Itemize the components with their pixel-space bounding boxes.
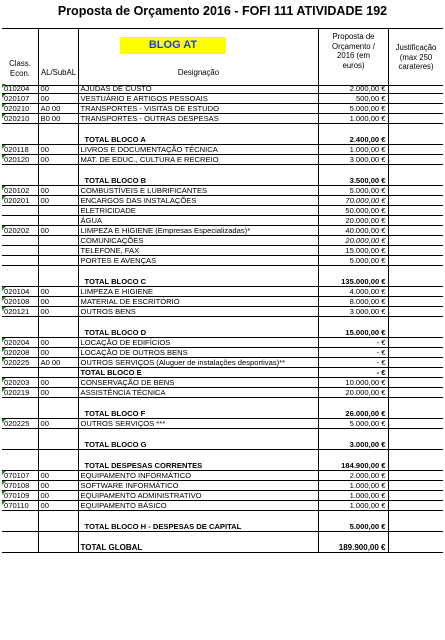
designation-cell[interactable]: ENCARGOS DAS INSTALAÇÕES — [78, 196, 318, 206]
amount-cell[interactable]: 15.000,00 € — [318, 317, 388, 338]
al-cell[interactable]: 00 — [38, 226, 78, 236]
code-cell[interactable]: 070107 — [2, 471, 38, 481]
designation-cell[interactable]: SOFTWARE INFORMÁTICO — [78, 481, 318, 491]
justification-cell[interactable] — [388, 297, 443, 307]
designation-cell[interactable]: TOTAL BLOCO G — [78, 429, 318, 450]
designation-cell[interactable]: TOTAL BLOCO A — [78, 124, 318, 145]
total-row — [2, 124, 443, 145]
al-cell[interactable]: 00 — [38, 186, 78, 196]
table-row — [2, 256, 443, 266]
amount-cell[interactable]: 5.000,00 € — [318, 104, 388, 114]
justification-cell[interactable] — [388, 216, 443, 226]
justification-cell[interactable] — [388, 256, 443, 266]
justification-cell[interactable] — [388, 84, 443, 94]
justification-cell[interactable] — [388, 236, 443, 246]
code-cell[interactable]: 020120 — [2, 155, 38, 165]
table-row — [2, 378, 443, 388]
code-cell[interactable] — [2, 256, 38, 266]
al-cell[interactable]: 00 — [38, 84, 78, 94]
al-cell[interactable] — [38, 165, 78, 186]
al-cell[interactable] — [38, 368, 78, 378]
amount-cell[interactable]: 3.000,00 € — [318, 155, 388, 165]
table-row — [2, 114, 443, 124]
code-cell[interactable]: 020201 — [2, 196, 38, 206]
table-row — [2, 419, 443, 429]
code-cell[interactable]: 020203 — [2, 378, 38, 388]
code-cell[interactable] — [2, 511, 38, 532]
designation-cell[interactable]: TOTAL GLOBAL — [78, 532, 318, 553]
code-cell[interactable]: 020219 — [2, 388, 38, 398]
amount-cell[interactable]: 5.000,00 € — [318, 186, 388, 196]
amount-cell[interactable]: 50.000,00 € — [318, 206, 388, 216]
designation-cell[interactable]: EQUIPAMENTO INFORMÁTICO — [78, 471, 318, 481]
header-justificacao: Justificação (max 250 carateres) — [395, 43, 437, 71]
amount-cell[interactable]: 5.000,00 € — [318, 419, 388, 429]
table-row — [2, 206, 443, 216]
designation-cell[interactable]: ÁGUA — [78, 216, 318, 226]
designation-cell[interactable]: TOTAL BLOCO F — [78, 398, 318, 419]
justification-cell[interactable] — [388, 388, 443, 398]
justification-cell[interactable] — [388, 206, 443, 216]
al-cell[interactable]: A0 00 — [38, 358, 78, 368]
code-cell[interactable] — [2, 165, 38, 186]
amount-cell[interactable]: 1.000,00 € — [318, 114, 388, 124]
al-cell[interactable] — [38, 246, 78, 256]
table-row — [2, 186, 443, 196]
table-row — [2, 155, 443, 165]
amount-cell[interactable]: - € — [318, 348, 388, 358]
justification-cell[interactable] — [388, 186, 443, 196]
table-row — [2, 388, 443, 398]
designation-cell[interactable]: LOCAÇÃO DE EDIFÍCIOS — [78, 338, 318, 348]
justification-cell[interactable] — [388, 419, 443, 429]
code-cell[interactable]: 020121 — [2, 307, 38, 317]
amount-cell[interactable]: 2.000,00 € — [318, 471, 388, 481]
justification-cell[interactable] — [388, 145, 443, 155]
al-cell[interactable]: 00 — [38, 378, 78, 388]
code-cell[interactable] — [2, 368, 38, 378]
designation-cell[interactable]: TOTAL BLOCO B — [78, 165, 318, 186]
al-cell[interactable]: 00 — [38, 145, 78, 155]
al-cell[interactable]: A0 00 — [38, 104, 78, 114]
al-cell[interactable]: 00 — [38, 94, 78, 104]
designation-cell[interactable]: CONSERVAÇÃO DE BENS — [78, 378, 318, 388]
amount-cell[interactable]: 20.000,00 € — [318, 236, 388, 246]
table-row — [2, 236, 443, 246]
justification-cell[interactable] — [388, 196, 443, 206]
al-cell[interactable]: 00 — [38, 491, 78, 501]
code-cell[interactable] — [2, 216, 38, 226]
header-class-econ: Class. Econ. — [9, 59, 31, 78]
justification-cell[interactable] — [388, 481, 443, 491]
budget-table — [2, 84, 443, 553]
al-cell[interactable]: 00 — [38, 307, 78, 317]
al-cell[interactable]: 00 — [38, 287, 78, 297]
code-cell[interactable]: 020210 — [2, 114, 38, 124]
justification-cell[interactable] — [388, 511, 443, 532]
amount-cell[interactable]: - € — [318, 338, 388, 348]
code-cell[interactable]: 020118 — [2, 145, 38, 155]
justification-cell[interactable] — [388, 378, 443, 388]
justification-cell[interactable] — [388, 114, 443, 124]
code-cell[interactable] — [2, 317, 38, 338]
amount-cell[interactable]: 500,00 € — [318, 94, 388, 104]
code-cell[interactable]: 020225 — [2, 419, 38, 429]
designation-cell[interactable]: TELEFONE, FAX — [78, 246, 318, 256]
al-cell[interactable]: 00 — [38, 419, 78, 429]
code-cell[interactable] — [2, 266, 38, 287]
designation-cell[interactable]: TRANSPORTES - OUTRAS DESPESAS — [78, 114, 318, 124]
justification-cell[interactable] — [388, 429, 443, 450]
grand-total-row — [2, 532, 443, 553]
amount-cell[interactable]: 189.900,00 € — [318, 532, 388, 553]
al-cell[interactable] — [38, 511, 78, 532]
justification-cell[interactable] — [388, 501, 443, 511]
justification-cell[interactable] — [388, 94, 443, 104]
amount-cell[interactable]: - € — [318, 368, 388, 378]
total-row — [2, 368, 443, 378]
justification-cell[interactable] — [388, 338, 443, 348]
code-cell[interactable]: 020104 — [2, 287, 38, 297]
amount-cell[interactable]: 40.000,00 € — [318, 226, 388, 236]
amount-cell[interactable]: 3.000,00 € — [318, 307, 388, 317]
al-cell[interactable] — [38, 450, 78, 471]
header-designacao: Designação — [177, 68, 220, 77]
justification-cell[interactable] — [388, 104, 443, 114]
header-proposta: Proposta de Orçamento / 2016 (em euros) — [332, 32, 375, 70]
amount-cell[interactable]: 3.000,00 € — [318, 429, 388, 450]
code-cell[interactable] — [2, 124, 38, 145]
code-cell[interactable] — [2, 450, 38, 471]
amount-cell[interactable]: 5.000,00 € — [318, 256, 388, 266]
code-cell[interactable] — [2, 429, 38, 450]
code-cell[interactable]: 020210 — [2, 104, 38, 114]
total-row — [2, 266, 443, 287]
al-cell[interactable] — [38, 429, 78, 450]
designation-cell[interactable]: TOTAL BLOCO E — [78, 368, 318, 378]
al-cell[interactable]: 00 — [38, 338, 78, 348]
code-cell[interactable]: 070108 — [2, 481, 38, 491]
justification-cell[interactable] — [388, 471, 443, 481]
justification-cell[interactable] — [388, 307, 443, 317]
designation-cell[interactable]: MATERIAL DE ESCRITÓRIO — [78, 297, 318, 307]
designation-cell[interactable]: ELETRICIDADE — [78, 206, 318, 216]
table-row — [2, 84, 443, 94]
code-cell[interactable]: 070109 — [2, 491, 38, 501]
code-cell[interactable] — [2, 206, 38, 216]
al-cell[interactable] — [38, 532, 78, 553]
total-row — [2, 511, 443, 532]
table-row — [2, 297, 443, 307]
al-cell[interactable]: 00 — [38, 471, 78, 481]
table-row — [2, 94, 443, 104]
designation-cell[interactable]: OUTROS BENS — [78, 307, 318, 317]
amount-cell[interactable]: 1.000,00 € — [318, 491, 388, 501]
al-cell[interactable] — [38, 236, 78, 246]
al-cell[interactable] — [38, 317, 78, 338]
table-row — [2, 196, 443, 206]
table-row — [2, 307, 443, 317]
designation-cell[interactable]: EQUIPAMENTO ADMINISTRATIVO — [78, 491, 318, 501]
amount-cell[interactable]: 26.000,00 € — [318, 398, 388, 419]
table-row — [2, 358, 443, 368]
table-row — [2, 491, 443, 501]
code-cell[interactable]: 020107 — [2, 94, 38, 104]
table-row — [2, 226, 443, 236]
code-cell[interactable]: 020202 — [2, 226, 38, 236]
amount-cell[interactable]: 1.000,00 € — [318, 145, 388, 155]
justification-cell[interactable] — [388, 124, 443, 145]
designation-cell[interactable]: EQUIPAMENTO BÁSICO — [78, 501, 318, 511]
amount-cell[interactable]: 10.000,00 € — [318, 378, 388, 388]
code-cell[interactable]: 020225 — [2, 358, 38, 368]
designation-cell[interactable]: MAT. DE EDUC., CULTURA E RECREIO — [78, 155, 318, 165]
justification-cell[interactable] — [388, 450, 443, 471]
amount-cell[interactable]: 70.000,00 € — [318, 196, 388, 206]
table-row — [2, 246, 443, 256]
designation-cell[interactable]: LIVROS E DOCUMENTAÇÃO TÉCNICA — [78, 145, 318, 155]
total-row — [2, 165, 443, 186]
justification-cell[interactable] — [388, 226, 443, 236]
justification-cell[interactable] — [388, 348, 443, 358]
code-cell[interactable]: 070110 — [2, 501, 38, 511]
blog-badge[interactable]: BLOG AT — [120, 37, 226, 54]
code-cell[interactable]: 020108 — [2, 297, 38, 307]
amount-cell[interactable]: 184.900,00 € — [318, 450, 388, 471]
table-row — [2, 471, 443, 481]
justification-cell[interactable] — [388, 317, 443, 338]
table-row — [2, 145, 443, 155]
code-cell[interactable] — [2, 398, 38, 419]
al-cell[interactable] — [38, 398, 78, 419]
justification-cell[interactable] — [388, 155, 443, 165]
code-cell[interactable]: 020204 — [2, 338, 38, 348]
header-al-subal: AL/SubAL — [40, 68, 77, 77]
al-cell[interactable] — [38, 266, 78, 287]
al-cell[interactable]: 00 — [38, 196, 78, 206]
table-row — [2, 348, 443, 358]
designation-cell[interactable]: AJUDAS DE CUSTO — [78, 84, 318, 94]
amount-cell[interactable]: 8.000,00 € — [318, 297, 388, 307]
justification-cell[interactable] — [388, 532, 443, 553]
amount-cell[interactable]: 2.400,00 € — [318, 124, 388, 145]
justification-cell[interactable] — [388, 398, 443, 419]
amount-cell[interactable]: 1.000,00 € — [318, 501, 388, 511]
designation-cell[interactable]: COMUNICAÇÕES — [78, 236, 318, 246]
designation-cell[interactable]: OUTROS SERVIÇOS (Aluguer de instalações desportivas)** — [78, 358, 318, 368]
designation-cell[interactable]: COMBUSTÍVEIS E LUBRIFICANTES — [78, 186, 318, 196]
designation-cell[interactable]: TOTAL DESPESAS CORRENTES — [78, 450, 318, 471]
amount-cell[interactable]: 2.000,00 € — [318, 84, 388, 94]
table-row — [2, 338, 443, 348]
code-cell[interactable]: 020102 — [2, 186, 38, 196]
total-row — [2, 429, 443, 450]
amount-cell[interactable]: 5.000,00 € — [318, 511, 388, 532]
justification-cell[interactable] — [388, 368, 443, 378]
designation-cell[interactable]: VESTUÁRIO E ARTIGOS PESSOAIS — [78, 94, 318, 104]
amount-cell[interactable]: 15.000,00 € — [318, 246, 388, 256]
al-cell[interactable] — [38, 206, 78, 216]
code-cell[interactable] — [2, 246, 38, 256]
al-cell[interactable] — [38, 256, 78, 266]
amount-cell[interactable]: - € — [318, 358, 388, 368]
code-cell[interactable] — [2, 532, 38, 553]
code-cell[interactable]: 020208 — [2, 348, 38, 358]
amount-cell[interactable]: 20.000,00 € — [318, 216, 388, 226]
table-row — [2, 501, 443, 511]
designation-cell[interactable]: ASSISTÊNCIA TÉCNICA — [78, 388, 318, 398]
justification-cell[interactable] — [388, 491, 443, 501]
amount-cell[interactable]: 1.000,00 € — [318, 481, 388, 491]
designation-cell[interactable]: LOCAÇÃO DE OUTROS BENS — [78, 348, 318, 358]
al-cell[interactable]: 00 — [38, 388, 78, 398]
table-header — [2, 28, 443, 86]
page-title: Proposta de Orçamento 2016 - FOFI 111 ATIVIDADE 192 — [57, 4, 388, 18]
amount-cell[interactable]: 3.500,00 € — [318, 165, 388, 186]
al-cell[interactable]: B0 00 — [38, 114, 78, 124]
table-row — [2, 287, 443, 297]
justification-cell[interactable] — [388, 358, 443, 368]
designation-cell[interactable]: TOTAL BLOCO D — [78, 317, 318, 338]
al-cell[interactable]: 00 — [38, 481, 78, 491]
designation-cell[interactable]: LIMPEZA E HIGIENE — [78, 287, 318, 297]
justification-cell[interactable] — [388, 165, 443, 186]
amount-cell[interactable]: 20.000,00 € — [318, 388, 388, 398]
code-cell[interactable] — [2, 236, 38, 246]
designation-cell[interactable]: TOTAL BLOCO C — [78, 266, 318, 287]
amount-cell[interactable]: 135.000,00 € — [318, 266, 388, 287]
al-cell[interactable]: 00 — [38, 501, 78, 511]
amount-cell[interactable]: 4.000,00 € — [318, 287, 388, 297]
justification-cell[interactable] — [388, 287, 443, 297]
justification-cell[interactable] — [388, 266, 443, 287]
table-row — [2, 216, 443, 226]
designation-cell[interactable]: PORTES E AVENÇAS — [78, 256, 318, 266]
table-row — [2, 104, 443, 114]
justification-cell[interactable] — [388, 246, 443, 256]
designation-cell[interactable]: TRANSPORTES - VISITAS DE ESTUDO — [78, 104, 318, 114]
designation-cell[interactable]: TOTAL BLOCO H - DESPESAS DE CAPITAL — [78, 511, 318, 532]
code-cell[interactable]: 010204 — [2, 84, 38, 94]
al-cell[interactable]: 00 — [38, 348, 78, 358]
total-row — [2, 317, 443, 338]
table-row — [2, 481, 443, 491]
al-cell[interactable]: 00 — [38, 155, 78, 165]
total-row — [2, 398, 443, 419]
al-cell[interactable] — [38, 216, 78, 226]
designation-cell[interactable]: OUTROS SERVIÇOS *** — [78, 419, 318, 429]
al-cell[interactable]: 00 — [38, 297, 78, 307]
designation-cell[interactable]: LIMPEZA E HIGIENE (Empresas Especializadas)* — [78, 226, 318, 236]
total-row — [2, 450, 443, 471]
al-cell[interactable] — [38, 124, 78, 145]
